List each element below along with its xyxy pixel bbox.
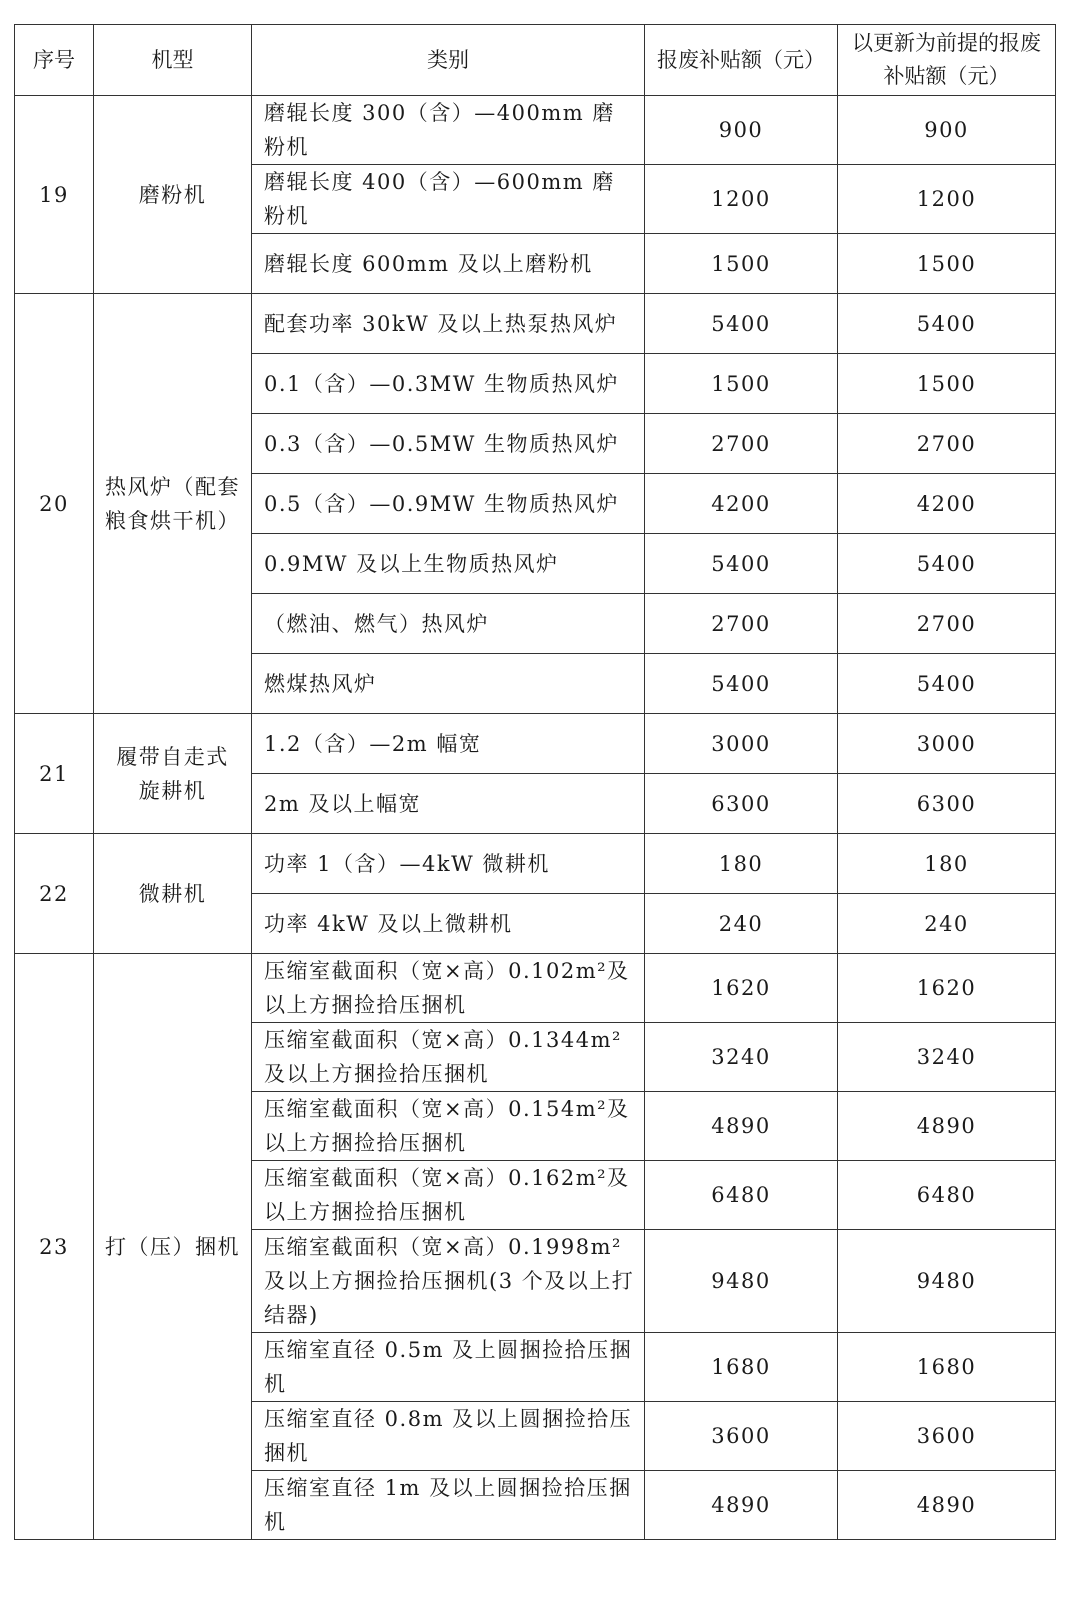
subsidy-cell: 2700 xyxy=(645,594,838,654)
subsidy-cell: 5400 xyxy=(645,534,838,594)
subsidy-cell: 5400 xyxy=(645,654,838,714)
group-model: 履带自走式旋耕机 xyxy=(94,714,252,834)
table-header-row xyxy=(15,25,1056,96)
subsidy-cell: 9480 xyxy=(645,1230,838,1333)
subsidy-cell: 4890 xyxy=(645,1092,838,1161)
subsidy-cell: 1500 xyxy=(645,354,838,414)
renew-subsidy-cell: 1500 xyxy=(838,354,1056,414)
header-category: 类别 xyxy=(252,25,645,96)
subsidy-cell: 180 xyxy=(645,834,838,894)
renew-subsidy-cell: 1500 xyxy=(838,234,1056,294)
group-model: 打（压）捆机 xyxy=(94,954,252,1540)
category-cell: 压缩室截面积（宽×高）0.162m²及以上方捆捡拾压捆机 xyxy=(252,1161,645,1230)
table-row xyxy=(15,714,1056,774)
renew-subsidy-cell: 900 xyxy=(838,96,1056,165)
subsidy-cell: 5400 xyxy=(645,294,838,354)
category-cell: 压缩室截面积（宽×高）0.1344m²及以上方捆捡拾压捆机 xyxy=(252,1023,645,1092)
group-no: 21 xyxy=(15,714,94,834)
subsidy-table xyxy=(14,24,1056,1540)
table-row xyxy=(15,96,1056,165)
table-row xyxy=(15,294,1056,354)
subsidy-cell: 1500 xyxy=(645,234,838,294)
subsidy-cell: 3600 xyxy=(645,1402,838,1471)
category-cell: 磨辊长度 600mm 及以上磨粉机 xyxy=(252,234,645,294)
category-cell: 压缩室截面积（宽×高）0.154m²及以上方捆捡拾压捆机 xyxy=(252,1092,645,1161)
table-row xyxy=(15,834,1056,894)
category-cell: （燃油、燃气）热风炉 xyxy=(252,594,645,654)
subsidy-cell: 2700 xyxy=(645,414,838,474)
subsidy-cell: 6300 xyxy=(645,774,838,834)
category-cell: 压缩室截面积（宽×高）0.102m²及以上方捆捡拾压捆机 xyxy=(252,954,645,1023)
category-cell: 1.2（含）—2m 幅宽 xyxy=(252,714,645,774)
category-cell: 2m 及以上幅宽 xyxy=(252,774,645,834)
renew-subsidy-cell: 3240 xyxy=(838,1023,1056,1092)
renew-subsidy-cell: 5400 xyxy=(838,534,1056,594)
renew-subsidy-cell: 3000 xyxy=(838,714,1056,774)
category-cell: 功率 1（含）—4kW 微耕机 xyxy=(252,834,645,894)
subsidy-cell: 1620 xyxy=(645,954,838,1023)
subsidy-cell: 3240 xyxy=(645,1023,838,1092)
renew-subsidy-cell: 2700 xyxy=(838,414,1056,474)
category-cell: 压缩室直径 0.8m 及以上圆捆捡拾压捆机 xyxy=(252,1402,645,1471)
group-no: 19 xyxy=(15,96,94,294)
group-no: 22 xyxy=(15,834,94,954)
category-cell: 燃煤热风炉 xyxy=(252,654,645,714)
category-cell: 磨辊长度 400（含）—600mm 磨粉机 xyxy=(252,165,645,234)
renew-subsidy-cell: 3600 xyxy=(838,1402,1056,1471)
subsidy-cell: 4890 xyxy=(645,1471,838,1540)
renew-subsidy-cell: 1620 xyxy=(838,954,1056,1023)
header-model: 机型 xyxy=(94,25,252,96)
renew-subsidy-cell: 4890 xyxy=(838,1092,1056,1161)
category-cell: 压缩室直径 1m 及以上圆捆捡拾压捆机 xyxy=(252,1471,645,1540)
group-no: 23 xyxy=(15,954,94,1540)
renew-subsidy-cell: 2700 xyxy=(838,594,1056,654)
renew-subsidy-cell: 4890 xyxy=(838,1471,1056,1540)
subsidy-cell: 1680 xyxy=(645,1333,838,1402)
subsidy-cell: 6480 xyxy=(645,1161,838,1230)
renew-subsidy-cell: 4200 xyxy=(838,474,1056,534)
subsidy-cell: 900 xyxy=(645,96,838,165)
renew-subsidy-cell: 1680 xyxy=(838,1333,1056,1402)
renew-subsidy-cell: 5400 xyxy=(838,654,1056,714)
subsidy-cell: 1200 xyxy=(645,165,838,234)
renew-subsidy-cell: 1200 xyxy=(838,165,1056,234)
header-renew-subsidy: 以更新为前提的报废补贴额（元） xyxy=(838,25,1056,96)
group-no: 20 xyxy=(15,294,94,714)
category-cell: 0.9MW 及以上生物质热风炉 xyxy=(252,534,645,594)
category-cell: 功率 4kW 及以上微耕机 xyxy=(252,894,645,954)
category-cell: 0.3（含）—0.5MW 生物质热风炉 xyxy=(252,414,645,474)
subsidy-cell: 240 xyxy=(645,894,838,954)
group-model: 微耕机 xyxy=(94,834,252,954)
renew-subsidy-cell: 9480 xyxy=(838,1230,1056,1333)
group-model: 热风炉（配套粮食烘干机） xyxy=(94,294,252,714)
category-cell: 压缩室截面积（宽×高）0.1998m²及以上方捆捡拾压捆机(3 个及以上打结器) xyxy=(252,1230,645,1333)
category-cell: 压缩室直径 0.5m 及上圆捆捡拾压捆机 xyxy=(252,1333,645,1402)
renew-subsidy-cell: 240 xyxy=(838,894,1056,954)
renew-subsidy-cell: 180 xyxy=(838,834,1056,894)
subsidy-cell: 4200 xyxy=(645,474,838,534)
subsidy-cell: 3000 xyxy=(645,714,838,774)
category-cell: 磨辊长度 300（含）—400mm 磨粉机 xyxy=(252,96,645,165)
category-cell: 配套功率 30kW 及以上热泵热风炉 xyxy=(252,294,645,354)
renew-subsidy-cell: 6480 xyxy=(838,1161,1056,1230)
header-no: 序号 xyxy=(15,25,94,96)
table-row xyxy=(15,954,1056,1023)
renew-subsidy-cell: 5400 xyxy=(838,294,1056,354)
group-model: 磨粉机 xyxy=(94,96,252,294)
header-subsidy: 报废补贴额（元） xyxy=(645,25,838,96)
category-cell: 0.5（含）—0.9MW 生物质热风炉 xyxy=(252,474,645,534)
category-cell: 0.1（含）—0.3MW 生物质热风炉 xyxy=(252,354,645,414)
renew-subsidy-cell: 6300 xyxy=(838,774,1056,834)
